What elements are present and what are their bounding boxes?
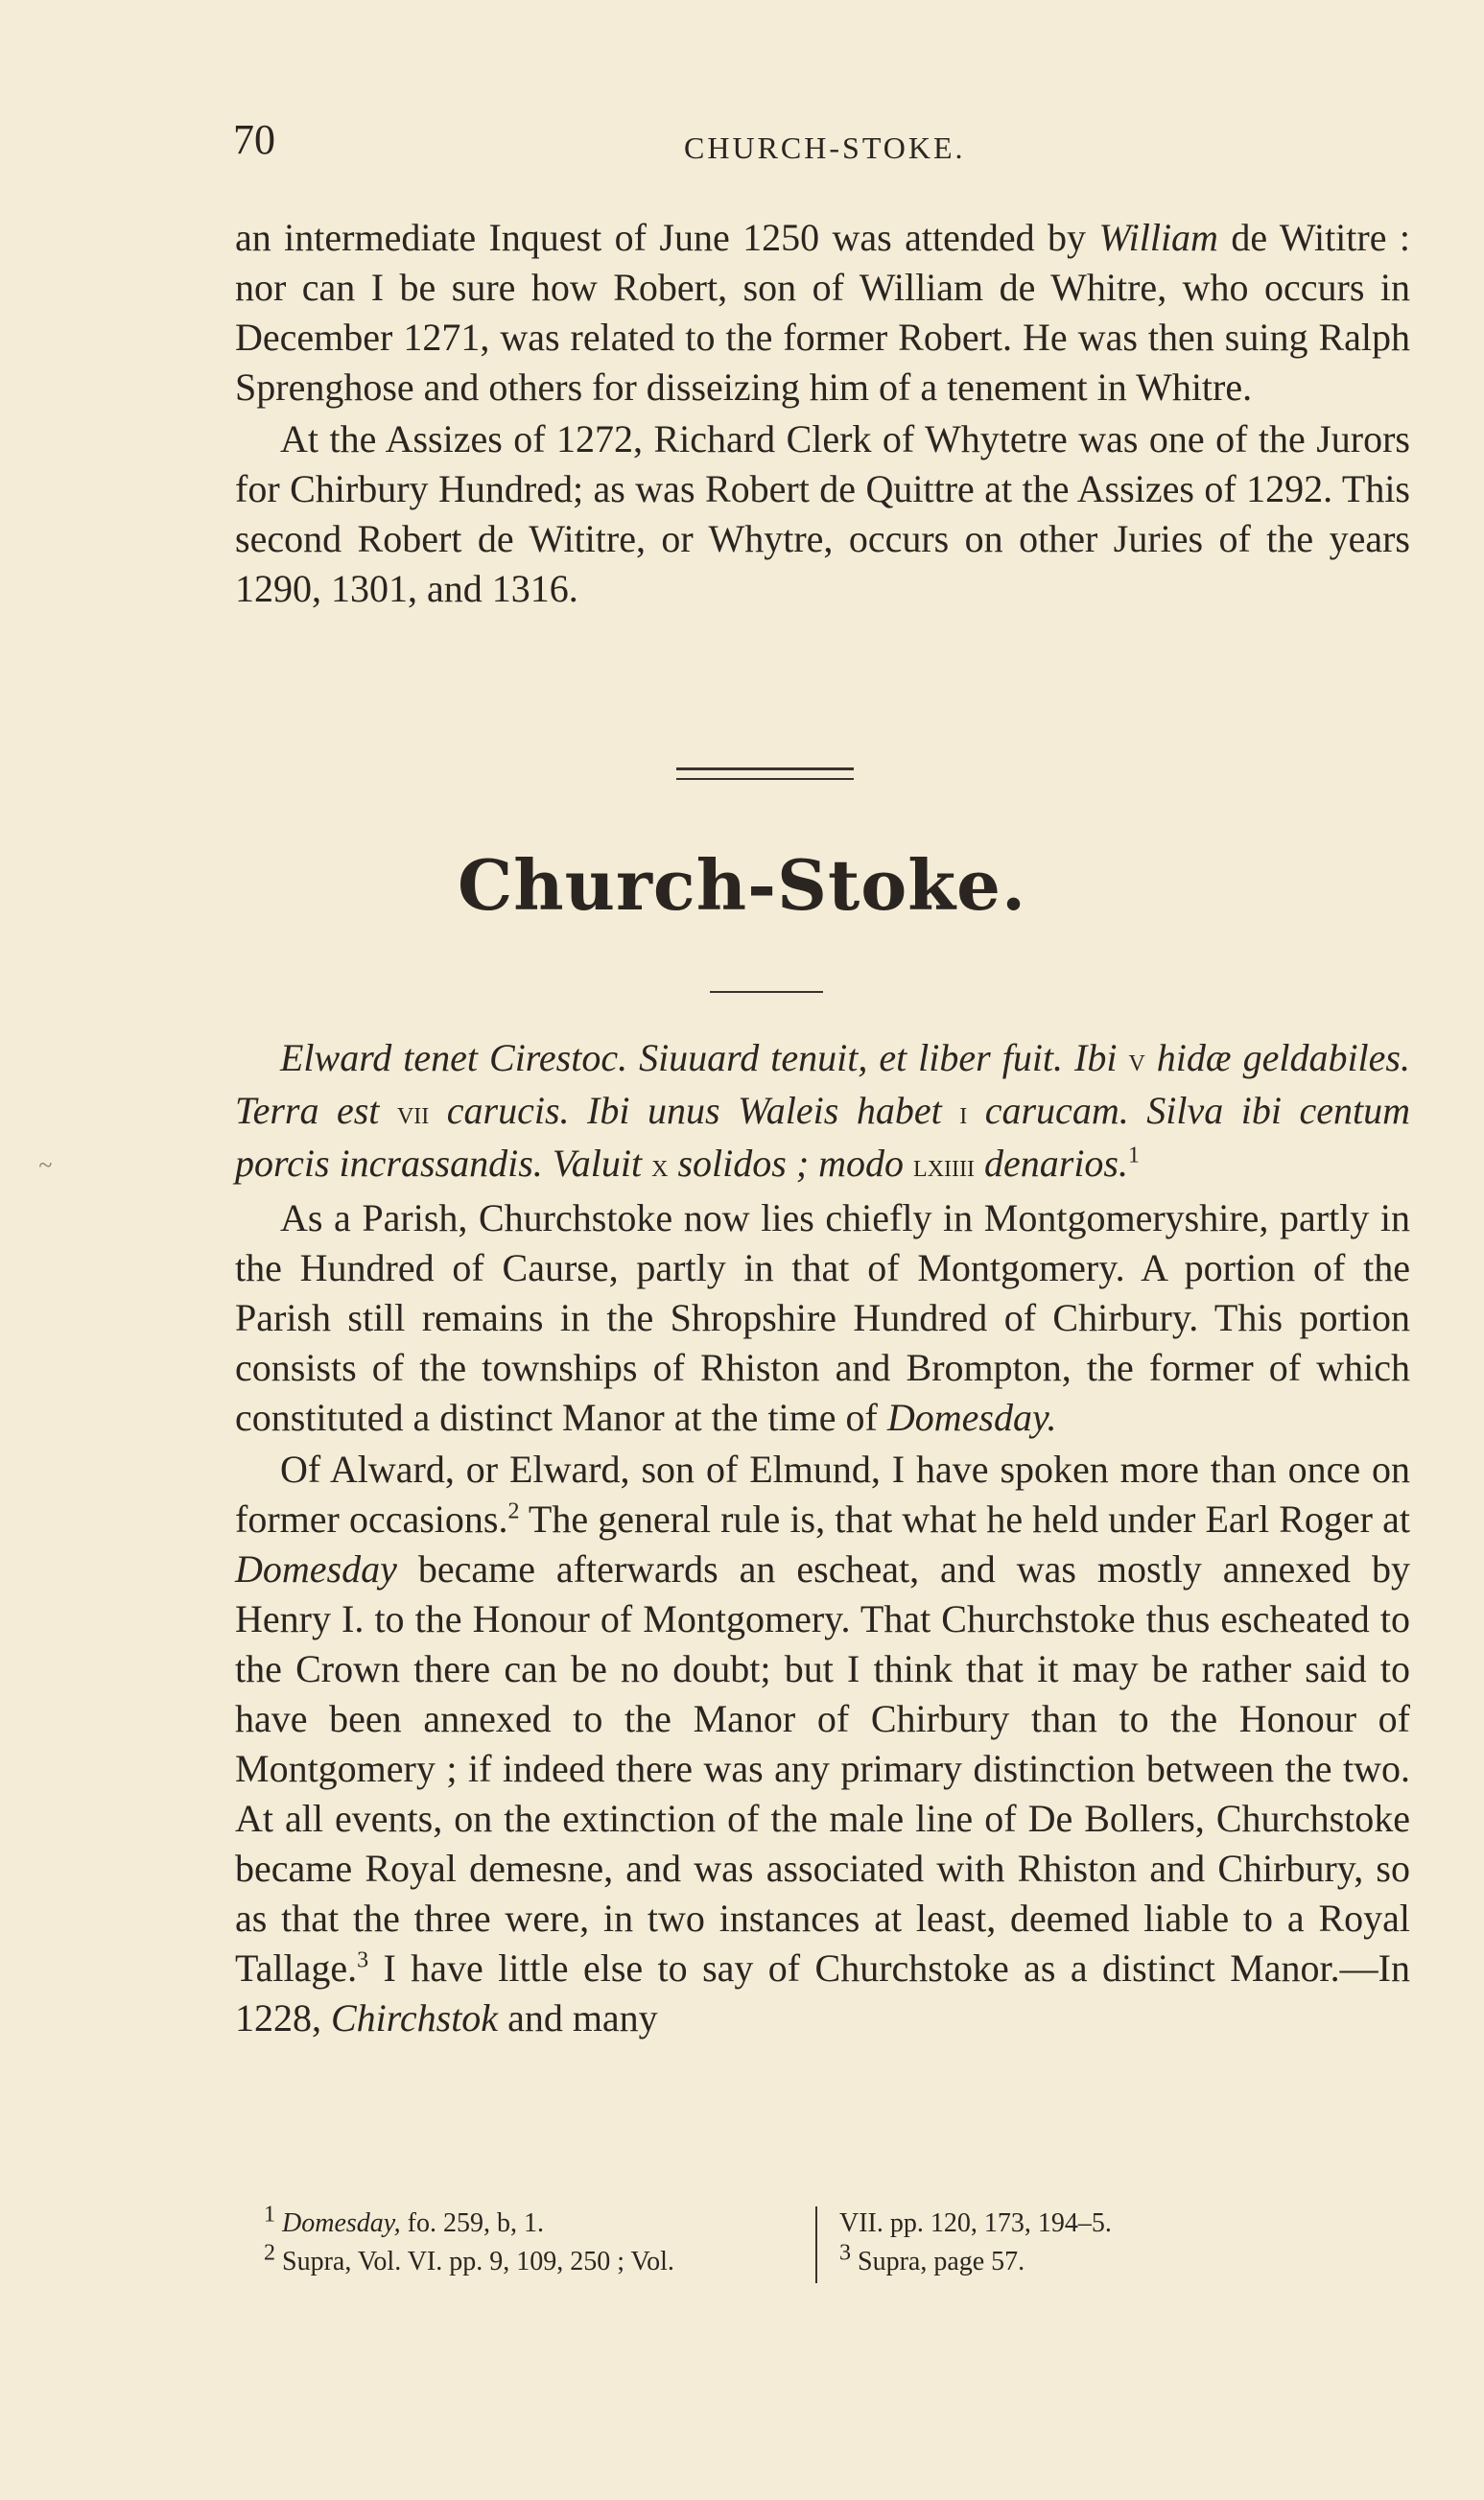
page-header <box>233 115 1403 182</box>
text-run: became afterwards an escheat, and was mostly annexed by Henry I. to the Honour of Montgomery. That Churchstoke thus escheated to the Crown there can be no doubt; but I think that it may be rather said to have been annexed to the Manor of Chirbury than to the Honour of Montgomery ; if indeed there was any primary distinction between the two. At all events, on the extinction of the male line of De Bollers, Churchstoke became Royal demesne, and was associated with Rhiston and Chirbury, so as that the three were, in two instances at least, deemed liable to a Royal Tallage. <box>235 1547 1410 1990</box>
text-run: Supra, Vol. VI. pp. 9, 109, 250 ; Vol. <box>275 2247 674 2276</box>
text-run: The general rule is, that what he held under Earl Roger at <box>519 1498 1411 1541</box>
text-run: Elward tenet Cirestoc. Siuuard tenuit, et liber fuit. Ibi <box>280 1036 1129 1079</box>
footnote-3 <box>839 2240 1377 2281</box>
roman-numeral: i <box>959 1096 968 1131</box>
footnote-1 <box>264 2202 801 2243</box>
text-run: carucam. Silva ibi centum porcis incrassandis. Valuit <box>235 1089 1410 1185</box>
text-run: Supra, page 57. <box>851 2247 1025 2276</box>
roman-numeral: vii <box>396 1096 430 1131</box>
italic-term: Chirchstok <box>331 1996 499 2040</box>
footnote-divider <box>815 2206 817 2283</box>
text-run: Of Alward, or Elward, son of Elmund, I have spoken more than once on former occasions. <box>235 1448 1410 1541</box>
text-run: Domesday, <box>282 2208 401 2238</box>
running-title: CHURCH-STOKE. <box>684 130 966 165</box>
section-text <box>235 1033 1410 2045</box>
section-divider <box>676 767 854 780</box>
italic-term: Domesday <box>235 1547 397 1591</box>
text-run: hidæ geldabiles. Terra est <box>235 1036 1410 1132</box>
footnote-2 <box>264 2240 801 2281</box>
paragraph-alward <box>235 1445 1410 2043</box>
domesday-quotation <box>235 1033 1410 1191</box>
text-run: carucis. Ibi unus Waleis habet <box>429 1089 960 1132</box>
text-run: As a Parish, Churchstoke now lies chiefly in Montgomeryshire, partly in the Hundred of Caurse, partly in that of Montgomery. A portion of the Parish still remains in the Shropshire Hundred of Chirbury. This portion consists of the townships of Rhiston and Brompton, the former of which constituted a distinct Manor at the time of <box>235 1196 1410 1439</box>
section-heading: Church-Stoke. <box>457 844 1027 926</box>
footnotes-right <box>839 2205 1377 2281</box>
footnote-2-continued: VII. pp. 120, 173, 194–5. <box>839 2208 1112 2238</box>
margin-marking: ~ <box>38 1151 53 1179</box>
page-number: 70 <box>233 116 275 163</box>
footnotes-left <box>264 2202 801 2281</box>
italic-term: Domesday. <box>886 1396 1057 1439</box>
paragraph-continued <box>235 213 1410 413</box>
heading-rule <box>710 991 823 993</box>
italic-name: William <box>1098 216 1218 259</box>
roman-numeral: lxiiii <box>913 1148 975 1184</box>
footnote-number: 1 <box>264 2202 275 2228</box>
footnote-ref: 3 <box>357 1947 369 1973</box>
text-run: I have little else to say of Churchstoke as a distinct Manor.—In 1228, <box>235 1946 1410 2040</box>
roman-numeral: x <box>651 1148 669 1184</box>
paragraph-assizes: At the Assizes of 1272, Richard Clerk of Whytetre was one of the Jurors for Chirbury Hundred; as was Robert de Quittre at the Assizes of 1292. This second Robert de Wititre, or Whytre, occurs on other Juries of the years 1290, 1301, and 1316. <box>235 417 1410 610</box>
text-run: fo. 259, b, 1. <box>400 2208 544 2238</box>
text-run: de Wititre : nor can I be sure how Robert, son of William de Whitre, who occurs in December 1271, was related to the former Robert. He was then suing Ralph Sprenghose and others for disseizing him of a tenement in Whitre. <box>235 216 1411 409</box>
text-run: denarios. <box>984 1142 1128 1185</box>
text-run: and many <box>498 1996 658 2040</box>
footnote-number: 2 <box>264 2240 275 2266</box>
text-run: an intermediate Inquest of June 1250 was attended by <box>235 216 1099 259</box>
roman-numeral: v <box>1128 1043 1145 1078</box>
text-run: solidos ; modo <box>668 1142 914 1185</box>
paragraph-parish <box>235 1193 1410 1443</box>
footnote-ref: 2 <box>507 1498 520 1524</box>
footnote-number: 3 <box>839 2240 851 2266</box>
opening-text <box>235 213 1410 616</box>
footnote-ref: 1 <box>1128 1143 1140 1168</box>
